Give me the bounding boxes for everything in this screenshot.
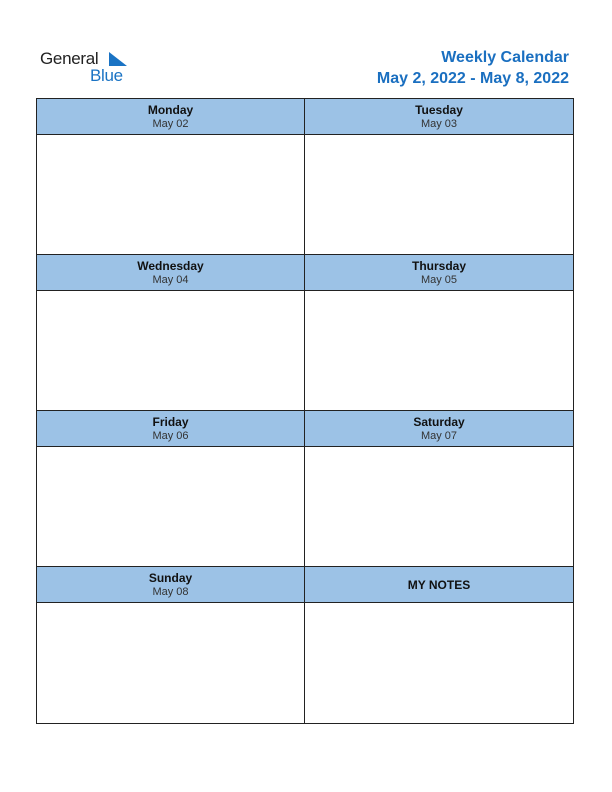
day-header [37,567,304,603]
day-name: Saturday [413,414,465,429]
day-header [37,255,304,291]
notes-writing-area [305,603,573,723]
day-writing-area [37,291,304,410]
day-writing-area [305,135,573,254]
day-date: May 08 [152,585,189,598]
notes-cell [305,567,573,723]
date-range: May 2, 2022 - May 8, 2022 [376,70,569,87]
day-header [305,411,573,447]
day-cell-wednesday [37,255,305,411]
day-writing-area [305,447,573,566]
day-cell-tuesday [305,99,573,255]
day-cell-sunday [37,567,305,723]
weekly-grid [36,98,574,724]
calendar-title-block [377,48,569,89]
notes-label: MY NOTES [407,577,471,592]
general-blue-logo [40,47,140,87]
day-date: May 03 [420,117,458,130]
logo-triangle-icon [109,52,127,66]
day-writing-area [37,603,304,723]
day-date: May 02 [152,117,189,130]
day-date: May 07 [420,429,458,442]
day-name: Monday [147,102,194,117]
logo-text-general: General [40,49,99,68]
day-cell-saturday [305,411,573,567]
day-name: Friday [152,414,189,429]
day-date: May 05 [420,273,458,286]
notes-header [305,567,573,603]
day-writing-area [37,447,304,566]
day-writing-area [305,291,573,410]
day-name: Thursday [411,258,466,273]
day-header [37,411,304,447]
day-date: May 04 [152,273,189,286]
day-header [37,99,304,135]
day-cell-friday [37,411,305,567]
day-cell-monday [37,99,305,255]
day-writing-area [37,135,304,254]
day-name: Tuesday [415,102,463,117]
day-date: May 06 [152,429,189,442]
day-name: Sunday [148,570,193,585]
day-header [305,99,573,135]
day-name: Wednesday [137,258,204,273]
day-header [305,255,573,291]
logo-text-blue: Blue [90,66,123,85]
page-title: Weekly Calendar [441,49,569,66]
day-cell-thursday [305,255,573,411]
